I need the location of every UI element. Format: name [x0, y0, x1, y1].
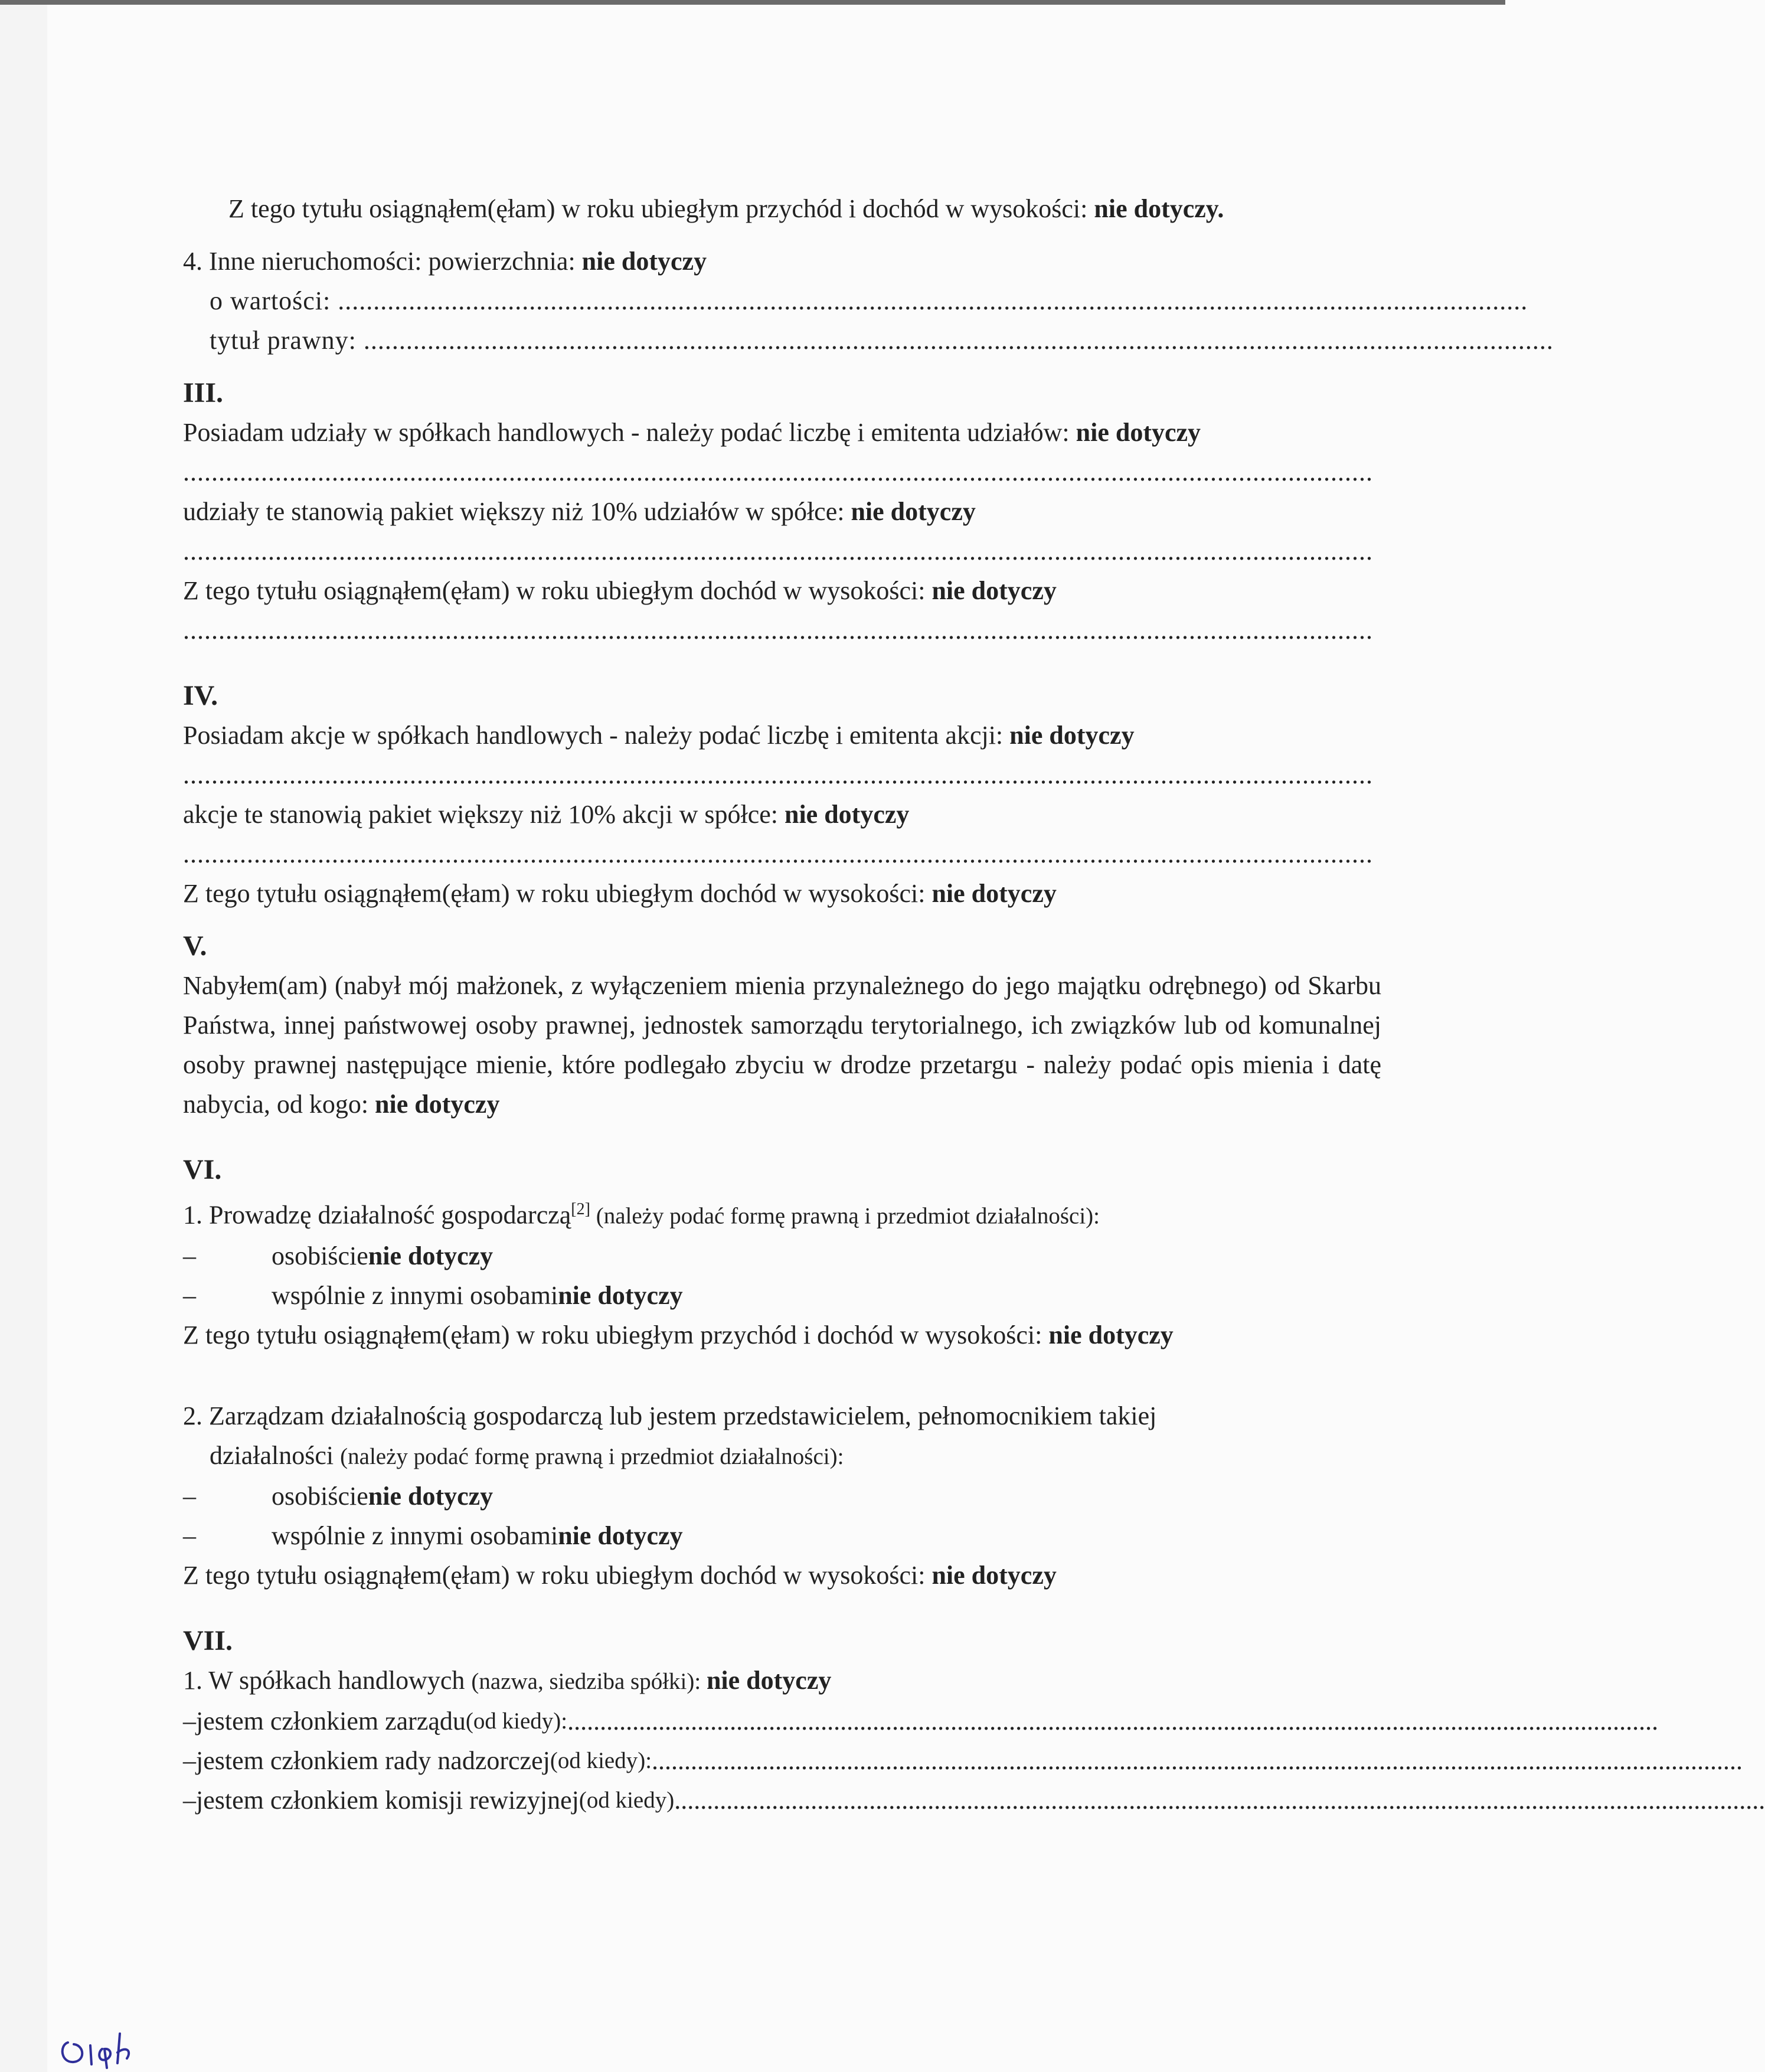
title-line: tytuł prawny: ........................................................................................................................................................................: [210, 326, 1554, 355]
scan-margin: [0, 5, 47, 2072]
shares-income-line: Z tego tytułu osiągnąłem(ęłam) w roku ubiegłym dochód w wysokości: nie dotyczy: [183, 576, 1057, 605]
list-item: – jestem członkiem komisji rewizyjnej (od kiedy) ........................................................................................................................................................................: [183, 1785, 1765, 1815]
shares-pct-line: udziały te stanowią pakiet większy niż 10% udziałów w spółce: nie dotyczy: [183, 497, 976, 526]
dotted-line: ........................................................................................................................................................................: [183, 839, 1373, 868]
shares-line: Posiadam udziały w spółkach handlowych - należy podać liczbę i emitenta udziałów: nie dotyczy: [183, 418, 1201, 447]
scan-edge: [0, 0, 1505, 5]
dotted-line: ........................................................................................................................................................................: [183, 760, 1373, 789]
income-line: Z tego tytułu osiągnąłem(ęłam) w roku ubiegłym przychód i dochód w wysokości: nie dotyczy.: [228, 194, 1224, 223]
stocks-pct-line: akcje te stanowią pakiet większy niż 10% akcji w spółce: nie dotyczy: [183, 800, 910, 829]
management-income-line: Z tego tytułu osiągnąłem(ęłam) w roku ubiegłym dochód w wysokości: nie dotyczy: [183, 1560, 1057, 1590]
section-heading: III.: [183, 377, 224, 408]
handwritten-signature: [56, 2022, 156, 2069]
list-item: – jestem członkiem rady nadzorczej (od kiedy): ........................................................................................................................................................................: [183, 1746, 1743, 1775]
stocks-line: Posiadam akcje w spółkach handlowych - należy podać liczbę i emitenta akcji: nie dotyczy: [183, 721, 1135, 750]
section-heading: V.: [183, 930, 207, 962]
list-item: – jestem członkiem zarządu (od kiedy): ........................................................................................................................................................................: [183, 1706, 1659, 1736]
list-item: – osobiście nie dotyczy: [183, 1241, 493, 1270]
section-heading: IV.: [183, 680, 218, 711]
dotted-line: ........................................................................................................................................................................: [183, 537, 1373, 566]
management-line-2: działalności (należy podać formę prawną i przedmiot działalności):: [210, 1440, 844, 1470]
property-4: 4. Inne nieruchomości: powierzchnia: nie dotyczy: [183, 247, 707, 276]
document-page: [183, 189, 1765, 1820]
value-line: o wartości: ........................................................................................................................................................................: [210, 286, 1528, 315]
business-line: 1. Prowadzę działalność gospodarczą[2] (należy podać formę prawną i przedmiot działalności):: [183, 1200, 1100, 1230]
companies-line: 1. W spółkach handlowych (nazwa, siedziba spółki): nie dotyczy: [183, 1665, 832, 1695]
section-heading: VI.: [183, 1154, 222, 1185]
list-item: – wspólnie z innymi osobami nie dotyczy: [183, 1521, 683, 1550]
dotted-line: ........................................................................................................................................................................: [183, 457, 1373, 486]
list-item: – wspólnie z innymi osobami nie dotyczy: [183, 1280, 683, 1310]
acquisition-paragraph: Nabyłem(am) (nabył mój małżonek, z wyłączeniem mienia przynależnego do jego majątku odrębnego) od Skarbu Państwa, innej państwowej osoby prawnej, jednostek samorządu terytorialnego, ich związków lub od komunalnej osoby prawnej następujące mienie, które podlegało zbyciu w drodze przetargu - należy podać opis mienia i datę nabycia, od kogo: nie dotyczy: [183, 971, 1381, 1119]
management-line: 2. Zarządzam działalnością gospodarczą lub jestem przedstawicielem, pełnomocnikiem takiej: [183, 1401, 1157, 1430]
section-heading: VII.: [183, 1625, 233, 1656]
dotted-line: ........................................................................................................................................................................: [183, 616, 1373, 645]
business-income-line: Z tego tytułu osiągnąłem(ęłam) w roku ubiegłym przychód i dochód w wysokości: nie dotyczy: [183, 1320, 1174, 1349]
list-item: – osobiście nie dotyczy: [183, 1481, 493, 1511]
stocks-income-line: Z tego tytułu osiągnąłem(ęłam) w roku ubiegłym dochód w wysokości: nie dotyczy: [183, 879, 1057, 908]
